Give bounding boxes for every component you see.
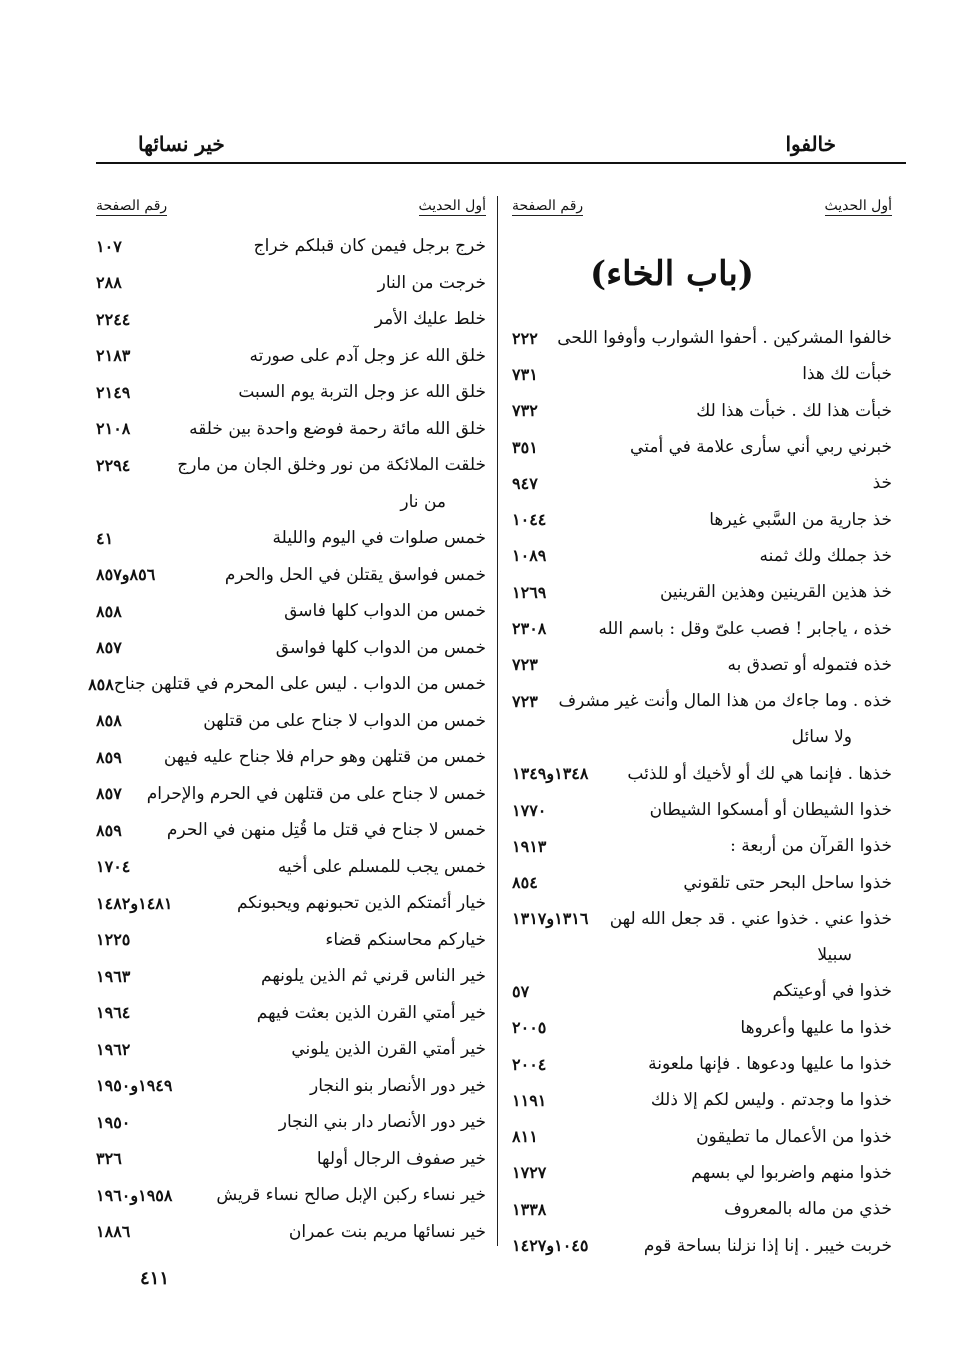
hadith-opening: خذوا الشيطان أو أمسكوا الشيطان: [649, 800, 892, 820]
page-ref: ٣٥١: [512, 437, 538, 457]
hadith-opening: خذوا ما عليها ودعوها . فإنها ملعونة: [648, 1054, 892, 1075]
page-ref: ١٩٦٤: [96, 1003, 131, 1023]
index-entry: [512, 647, 892, 683]
page-ref: ١٩٥٨و١٩٦٠: [96, 1185, 173, 1205]
index-entry: [512, 356, 892, 392]
index-entry: [96, 593, 486, 630]
index-entry: [512, 1155, 892, 1191]
hadith-opening: خير دور الأنصار بنو النجار: [310, 1075, 486, 1096]
index-entry: [96, 520, 486, 557]
page-ref: ١٠٤٥و١٤٢٧: [512, 1236, 589, 1256]
index-entry: [96, 885, 486, 922]
hadith-opening: خربت خيبر . إنا إذا نزلنا بساحة قوم: [643, 1235, 892, 1256]
hadith-opening: خذوا عني . خذوا عني . قد جعل الله لهن: [609, 908, 892, 929]
page-ref: ١٢٦٩: [512, 582, 547, 602]
hadith-opening: خرجت من النار: [377, 272, 486, 293]
index-entry: [96, 739, 486, 776]
index-entry: [512, 756, 892, 792]
page-ref: ١٠٨٩: [512, 546, 547, 566]
index-entry: [96, 775, 486, 812]
index-entry: [512, 320, 892, 356]
hadith-opening: خياركم محاسنكم قضاء: [325, 929, 486, 950]
hadith-opening: خلقت الملائكة من نور وخلق الجان من مارج: [177, 455, 486, 476]
column-header: [512, 198, 892, 228]
running-head-right: خالفوا: [785, 132, 836, 156]
index-entry: [512, 574, 892, 610]
page-ref: ٨١١: [512, 1127, 538, 1147]
index-entry: [96, 702, 486, 739]
index-entry: [512, 1046, 892, 1082]
index-entry: [512, 538, 892, 574]
hadith-opening: خالفوا المشركين . أحفوا الشوارب وأوفوا اللحى: [557, 328, 892, 349]
hadith-opening: خلق الله مائة رحمة فوضع واحدة بين خلقه: [189, 418, 486, 439]
index-entry: [96, 812, 486, 849]
page-ref: ٧٢٣: [512, 691, 538, 711]
page-ref: ٢٣٠٨: [512, 619, 547, 639]
running-head-left: خير نسائها: [138, 132, 225, 156]
hadith-opening: خمس صلوات في اليوم والليلة: [272, 528, 486, 549]
hadith-opening: خذوا ساحل البحر حتى تلقوني: [683, 872, 892, 893]
page-ref: ١٣١٦و١٣١٧: [512, 909, 589, 929]
hadith-opening: خير أمتي القرن الذين بعثت فيهم: [256, 1002, 486, 1023]
hadith-opening: خبأت لك هذا: [802, 364, 892, 385]
index-entry: [512, 901, 892, 937]
hadith-opening: خبرني ربي أني سأرى علامة في أمتي: [630, 437, 892, 458]
page-ref: ٨٥٦و٨٥٧: [96, 565, 156, 585]
hadith-opening: خذه ، ياجابر ! فصب علىّ وقل : باسم الله: [598, 618, 892, 639]
page-ref: ١٩٦٣: [96, 966, 131, 986]
hadith-opening: خرج برجل فيمن كان قبلكم خراج: [253, 236, 486, 257]
page-ref: ١٤٨١و١٤٨٢: [96, 893, 173, 913]
header-rule: [96, 162, 906, 164]
index-entry: [512, 1082, 892, 1118]
entry-continuation: سبيلا: [817, 945, 852, 966]
page-ref: ٢١٤٩: [96, 382, 131, 402]
hadith-opening: خذوا ما عليها وأعروها: [740, 1017, 892, 1038]
index-entry: [88, 666, 486, 703]
page-ref: ٢٨٨: [96, 273, 122, 293]
hadith-opening: خمس يجب للمسلم على أخيه: [277, 856, 486, 877]
page-ref: ٧٢٣: [512, 655, 538, 675]
hadith-opening: خذه . وما جاءك من هذا المال وأنت غير مشرف: [558, 691, 892, 712]
entry-continuation: من نار: [400, 491, 446, 512]
hadith-opening: خمس من الدواب لا جناح على من قتلهن: [203, 710, 486, 731]
page-ref: ٢٠٠٥: [512, 1018, 547, 1038]
page-ref: ٢٠٠٤: [512, 1054, 547, 1074]
page-ref: ٨٥٧: [96, 638, 122, 658]
page-ref: ١٠٧: [96, 236, 122, 256]
first-of-hadith-label: أول الحديث: [418, 198, 486, 214]
index-entry: [96, 265, 486, 302]
hadith-opening: خذه فتموله أو تصدق به: [727, 654, 892, 675]
entry-list: [512, 320, 892, 1264]
index-entry: [96, 1067, 486, 1104]
hadith-opening: خمس من الدواب كلها فواسق: [275, 637, 486, 658]
index-entry: [512, 828, 892, 864]
column-divider: [497, 196, 498, 1246]
hadith-opening: خبأت هذا لك . خبأت هذا لك: [696, 400, 892, 421]
page-ref: ١٩١٣: [512, 836, 547, 856]
page-ref: ٨٥٩: [96, 747, 122, 767]
hadith-opening: خذوا منهم واضربوا لي بسهم: [691, 1162, 892, 1183]
hadith-opening: خلق الله عز وجل التربة يوم السبت: [238, 382, 486, 403]
index-entry: [512, 1010, 892, 1046]
hadith-opening: خمس من الدواب كلها فاسق: [284, 601, 486, 622]
hadith-opening: خذوا القرآن من أربعة :: [730, 836, 892, 857]
index-entry: [96, 1104, 486, 1141]
index-entry: [96, 848, 486, 885]
index-entry: [96, 994, 486, 1031]
hadith-opening: خمس لا جناح على من قتلهن في الحرم والإحرام: [146, 783, 486, 804]
hadith-opening: خير صفوف الرجال أولها: [316, 1148, 486, 1169]
index-entry: [512, 429, 892, 465]
index-entry: [512, 393, 892, 429]
page-ref: ١٠٤٤: [512, 510, 547, 530]
index-entry: [512, 864, 892, 900]
index-entry: [96, 301, 486, 338]
hadith-opening: خمس من الدواب . ليس على المحرم في قتلهن جناح: [113, 674, 486, 695]
page-ref: ٨٥٩: [96, 820, 122, 840]
index-entry: [96, 1140, 486, 1177]
page-ref: ٢١٠٨: [96, 419, 131, 439]
index-entry: [512, 610, 892, 646]
index-entry: [96, 1031, 486, 1068]
page-ref: ١١٩١: [512, 1090, 547, 1110]
index-entry: [512, 1191, 892, 1227]
index-entry: [96, 228, 486, 265]
page-ref: ١٧٢٧: [512, 1163, 547, 1183]
index-column-left: [88, 198, 486, 1250]
page-ref: ٨٥٤: [512, 873, 538, 893]
page-ref: ٤١: [96, 528, 114, 548]
section-title: (باب الخاء): [590, 254, 754, 294]
page-ref: ١٨٨٦: [96, 1222, 131, 1242]
hadith-opening: خذها . فإنما هي لك أو لأخيك أو للذئب: [627, 763, 892, 784]
hadith-opening: خذ جملك ولك ثمنه: [759, 545, 892, 566]
index-entry: [96, 338, 486, 375]
index-entry: [512, 1227, 892, 1263]
page-ref: ٥٧: [512, 981, 530, 1001]
index-entry: [512, 465, 892, 501]
page-number: ٤١١: [140, 1268, 170, 1289]
hadith-opening: خيار أئمتكم الذين تحبونهم ويحبونكم: [236, 893, 486, 914]
index-entry: [512, 683, 892, 719]
hadith-opening: خير نسائها مريم بنت عمران: [288, 1221, 486, 1242]
hadith-opening: خمس لا جناح في قتل ما قُتِل منهن في الحرم: [166, 820, 486, 841]
index-entry: [512, 973, 892, 1009]
index-entry: [96, 411, 486, 448]
page-ref: ٢٢٤٤: [96, 309, 131, 329]
column-header: [96, 198, 486, 228]
index-entry: [96, 958, 486, 995]
page-ref: ٩٤٧: [512, 473, 538, 493]
page-number-label: رقم الصفحة: [512, 198, 584, 214]
hadith-opening: خمس فواسق يقتلن في الحل والحرم: [224, 564, 486, 585]
page-ref: ١٣٣٨: [512, 1199, 547, 1219]
hadith-opening: خير نساء ركبن الإبل صالح نساء قريش: [216, 1185, 486, 1206]
index-entry: [512, 1119, 892, 1155]
index-entry: [512, 792, 892, 828]
hadith-opening: خذي من ماله بالمعروف: [724, 1199, 892, 1220]
index-entry: [96, 447, 486, 484]
hadith-opening: خير الناس قرني ثم الذين يلونهم: [261, 966, 486, 987]
entry-list: [88, 228, 486, 1250]
hadith-opening: خذ: [872, 473, 892, 494]
index-column-right: [512, 198, 892, 1264]
page-ref: ٣٢٦: [96, 1149, 122, 1169]
page-ref: ١٧٧٠: [512, 800, 547, 820]
page-ref: ١٩٤٩و١٩٥٠: [96, 1076, 173, 1096]
hadith-opening: خذوا في أوعيتكم: [772, 981, 892, 1002]
hadith-opening: خذوا ما وجدتم . وليس لكم إلا ذلك: [650, 1090, 892, 1111]
index-entry: [96, 921, 486, 958]
hadith-opening: خير أمتي القرن الذين يلوني: [291, 1039, 486, 1060]
page-ref: ٧٣٢: [512, 401, 538, 421]
page-ref: ١٣٤٨و١٣٤٩: [512, 764, 589, 784]
page-ref: ١٢٢٥: [96, 930, 131, 950]
hadith-opening: خذ هذين القرينين وهذين القرينين: [659, 582, 892, 603]
hadith-opening: خلق الله عز وجل آدم على صورته: [249, 345, 486, 366]
page-ref: ١٩٦٢: [96, 1039, 131, 1059]
page-ref: ٧٣١: [512, 364, 538, 384]
page-number-label: رقم الصفحة: [96, 198, 168, 214]
hadith-opening: خذوا من الأعمال ما تطيقون: [696, 1126, 892, 1147]
first-of-hadith-label: أول الحديث: [824, 198, 892, 214]
index-entry: [96, 374, 486, 411]
hadith-opening: خير دور الأنصار دار بني النجار: [278, 1112, 486, 1133]
page-ref: ٢٢٩٤: [96, 455, 131, 475]
index-entry: [96, 629, 486, 666]
page-ref: ٨٥٨: [88, 674, 114, 694]
page-ref: ١٩٥٠: [96, 1112, 131, 1132]
index-entry: [96, 1177, 486, 1214]
hadith-opening: خلط عليك الأمر: [374, 309, 486, 330]
page-ref: ٨٥٨: [96, 601, 122, 621]
page-ref: ٢١٨٣: [96, 346, 131, 366]
page-ref: ٨٥٨: [96, 711, 122, 731]
hadith-opening: خمس من قتلهن وهو حرام فلا جناح عليه فيهن: [163, 747, 486, 768]
page-ref: ٢٢٢: [512, 328, 538, 348]
hadith-opening: خذ جارية من السَّبي غيرها: [709, 509, 892, 530]
entry-continuation: ولا سائل: [791, 727, 852, 748]
page-ref: ٨٥٧: [96, 784, 122, 804]
index-entry: [96, 1213, 486, 1250]
page-ref: ١٧٠٤: [96, 857, 131, 877]
index-entry: [512, 501, 892, 537]
index-entry: [96, 556, 486, 593]
